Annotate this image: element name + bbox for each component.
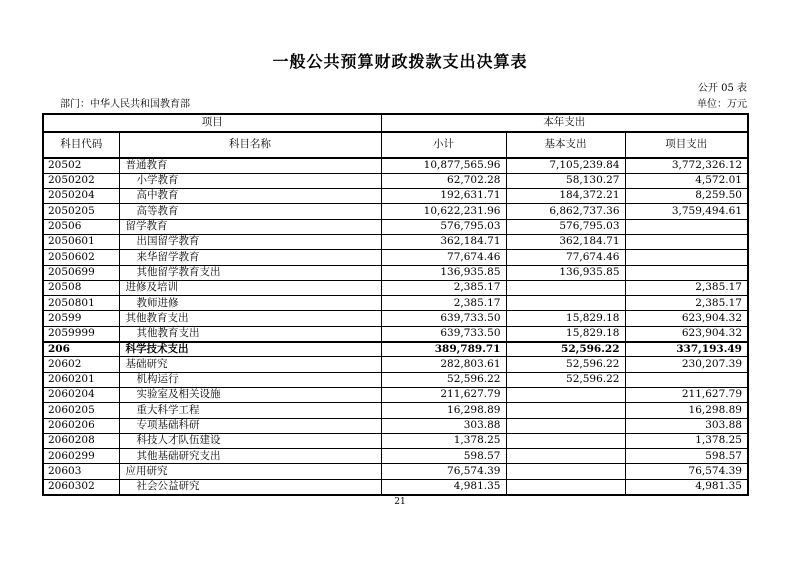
basic-expenditure-cell [506, 403, 625, 418]
basic-expenditure-cell: 184,372.21 [506, 189, 625, 204]
table-row [43, 326, 748, 341]
table-row [43, 311, 748, 326]
subject-code-cell: 2050601 [43, 234, 119, 249]
project-expenditure-cell: 598.57 [625, 449, 748, 464]
page-number: 21 [394, 497, 406, 507]
department-label: 部门：中华人民共和国教育部 [60, 99, 190, 110]
project-expenditure-cell: 4,981.35 [625, 479, 748, 494]
project-expenditure-cell: 211,627.79 [625, 387, 748, 402]
table-row [43, 357, 748, 372]
subject-name-cell: 进修及培训 [119, 280, 381, 295]
subject-name-cell: 其他基础研究支出 [119, 449, 381, 464]
subtotal-cell: 576,795.03 [381, 219, 506, 234]
table-row [43, 219, 748, 234]
page-title: 一般公共预算财政拨款支出决算表 [272, 52, 528, 71]
subtotal-cell: 16,298.89 [381, 403, 506, 418]
table-row [43, 342, 748, 357]
subject-code-cell: 2060205 [43, 403, 119, 418]
table-row [43, 449, 748, 464]
subject-name-cell: 小学教育 [119, 173, 381, 188]
subject-name-cell: 应用研究 [119, 464, 381, 479]
table-row [43, 296, 748, 311]
subtotal-cell: 76,574.39 [381, 464, 506, 479]
subject-code-cell: 2050205 [43, 204, 119, 219]
header-subject-code: 科目代码 [43, 132, 119, 158]
subject-name-cell: 基础研究 [119, 357, 381, 372]
basic-expenditure-cell [506, 433, 625, 448]
subtotal-cell: 211,627.79 [381, 387, 506, 402]
project-expenditure-cell [625, 234, 748, 249]
subject-code-cell: 2060302 [43, 479, 119, 494]
table-row [43, 403, 748, 418]
project-expenditure-cell: 3,759,494.61 [625, 204, 748, 219]
subject-code-cell: 2060204 [43, 387, 119, 402]
subject-code-cell: 20502 [43, 158, 119, 173]
project-expenditure-cell: 76,574.39 [625, 464, 748, 479]
subject-code-cell: 20506 [43, 219, 119, 234]
header-subject-name: 科目名称 [119, 132, 381, 158]
basic-expenditure-cell: 52,596.22 [506, 372, 625, 387]
subtotal-cell: 10,622,231.96 [381, 204, 506, 219]
basic-expenditure-cell: 77,674.46 [506, 250, 625, 265]
basic-expenditure-cell: 15,829.18 [506, 326, 625, 341]
basic-expenditure-cell: 52,596.22 [506, 357, 625, 372]
subtotal-cell: 4,981.35 [381, 479, 506, 494]
project-expenditure-cell: 4,572.01 [625, 173, 748, 188]
table-header-row [43, 132, 748, 158]
subject-name-cell: 高等教育 [119, 204, 381, 219]
basic-expenditure-cell: 15,829.18 [506, 311, 625, 326]
project-expenditure-cell: 623,904.32 [625, 311, 748, 326]
subtotal-cell: 303.88 [381, 418, 506, 433]
project-expenditure-cell: 16,298.89 [625, 403, 748, 418]
subtotal-cell: 136,935.85 [381, 265, 506, 280]
subtotal-cell: 77,674.46 [381, 250, 506, 265]
subtotal-cell: 1,378.25 [381, 433, 506, 448]
project-expenditure-cell [625, 372, 748, 387]
subject-code-cell: 20602 [43, 357, 119, 372]
subject-name-cell: 科技人才队伍建设 [119, 433, 381, 448]
subject-code-cell: 2060208 [43, 433, 119, 448]
subject-name-cell: 其他留学教育支出 [119, 265, 381, 280]
basic-expenditure-cell [506, 479, 625, 494]
project-expenditure-cell [625, 265, 748, 280]
basic-expenditure-cell: 7,105,239.84 [506, 158, 625, 173]
basic-expenditure-cell [506, 464, 625, 479]
table-row [43, 204, 748, 219]
project-expenditure-cell [625, 250, 748, 265]
subject-name-cell: 机构运行 [119, 372, 381, 387]
basic-expenditure-cell [506, 387, 625, 402]
basic-expenditure-cell [506, 280, 625, 295]
table-row [43, 265, 748, 280]
subtotal-cell: 2,385.17 [381, 296, 506, 311]
project-expenditure-cell: 623,904.32 [625, 326, 748, 341]
subject-name-cell: 来华留学教育 [119, 250, 381, 265]
subject-code-cell: 20508 [43, 280, 119, 295]
project-expenditure-cell: 3,772,326.12 [625, 158, 748, 173]
basic-expenditure-cell: 6,862,737.36 [506, 204, 625, 219]
subject-code-cell: 20603 [43, 464, 119, 479]
table-row [43, 234, 748, 249]
table-body [43, 158, 748, 495]
header-current-year-group: 本年支出 [381, 114, 748, 132]
header-subtotal: 小计 [381, 132, 506, 158]
table-row [43, 280, 748, 295]
subject-code-cell: 2050204 [43, 189, 119, 204]
unit-label: 单位：万元 [697, 99, 747, 110]
subtotal-cell: 52,596.22 [381, 372, 506, 387]
budget-table [42, 113, 749, 496]
subject-code-cell: 2060201 [43, 372, 119, 387]
project-expenditure-cell: 1,378.25 [625, 433, 748, 448]
project-expenditure-cell [625, 219, 748, 234]
table-row [43, 173, 748, 188]
subject-name-cell: 科学技术支出 [119, 342, 381, 357]
basic-expenditure-cell: 136,935.85 [506, 265, 625, 280]
subject-name-cell: 留学教育 [119, 219, 381, 234]
subject-name-cell: 其他教育支出 [119, 326, 381, 341]
table-row [43, 372, 748, 387]
subject-code-cell: 2050602 [43, 250, 119, 265]
table-row [43, 250, 748, 265]
subject-code-cell: 206 [43, 342, 119, 357]
subtotal-cell: 639,733.50 [381, 311, 506, 326]
basic-expenditure-cell [506, 418, 625, 433]
subtotal-cell: 598.57 [381, 449, 506, 464]
table-row [43, 189, 748, 204]
subject-code-cell: 20599 [43, 311, 119, 326]
basic-expenditure-cell: 58,130.27 [506, 173, 625, 188]
subtotal-cell: 362,184.71 [381, 234, 506, 249]
basic-expenditure-cell [506, 296, 625, 311]
basic-expenditure-cell [506, 449, 625, 464]
subtotal-cell: 639,733.50 [381, 326, 506, 341]
table-number: 公开 05 表 [697, 83, 747, 94]
subject-name-cell: 社会公益研究 [119, 479, 381, 494]
subject-name-cell: 重大科学工程 [119, 403, 381, 418]
subject-name-cell: 普通教育 [119, 158, 381, 173]
basic-expenditure-cell: 576,795.03 [506, 219, 625, 234]
subject-code-cell: 2050801 [43, 296, 119, 311]
table-row [43, 464, 748, 479]
subtotal-cell: 62,702.28 [381, 173, 506, 188]
subtotal-cell: 192,631.71 [381, 189, 506, 204]
subject-code-cell: 2060206 [43, 418, 119, 433]
project-expenditure-cell: 230,207.39 [625, 357, 748, 372]
subject-code-cell: 2050202 [43, 173, 119, 188]
subject-name-cell: 实验室及相关设施 [119, 387, 381, 402]
header-project-group: 项目 [43, 114, 381, 132]
project-expenditure-cell: 303.88 [625, 418, 748, 433]
table-row [43, 387, 748, 402]
subject-code-cell: 2059999 [43, 326, 119, 341]
subject-name-cell: 高中教育 [119, 189, 381, 204]
subtotal-cell: 389,789.71 [381, 342, 506, 357]
subject-name-cell: 专项基础科研 [119, 418, 381, 433]
project-expenditure-cell: 2,385.17 [625, 280, 748, 295]
subtotal-cell: 2,385.17 [381, 280, 506, 295]
subject-name-cell: 教师进修 [119, 296, 381, 311]
header-basic-expenditure: 基本支出 [506, 132, 625, 158]
subject-code-cell: 2050699 [43, 265, 119, 280]
basic-expenditure-cell: 362,184.71 [506, 234, 625, 249]
subject-code-cell: 2060299 [43, 449, 119, 464]
table-row [43, 433, 748, 448]
project-expenditure-cell: 2,385.17 [625, 296, 748, 311]
subtotal-cell: 10,877,565.96 [381, 158, 506, 173]
project-expenditure-cell: 337,193.49 [625, 342, 748, 357]
table-row [43, 418, 748, 433]
subject-name-cell: 出国留学教育 [119, 234, 381, 249]
table-header-group-row [43, 114, 748, 132]
project-expenditure-cell: 8,259.50 [625, 189, 748, 204]
basic-expenditure-cell: 52,596.22 [506, 342, 625, 357]
table-row [43, 158, 748, 173]
subtotal-cell: 282,803.61 [381, 357, 506, 372]
header-project-expenditure: 项目支出 [625, 132, 748, 158]
subject-name-cell: 其他教育支出 [119, 311, 381, 326]
table-row [43, 479, 748, 494]
